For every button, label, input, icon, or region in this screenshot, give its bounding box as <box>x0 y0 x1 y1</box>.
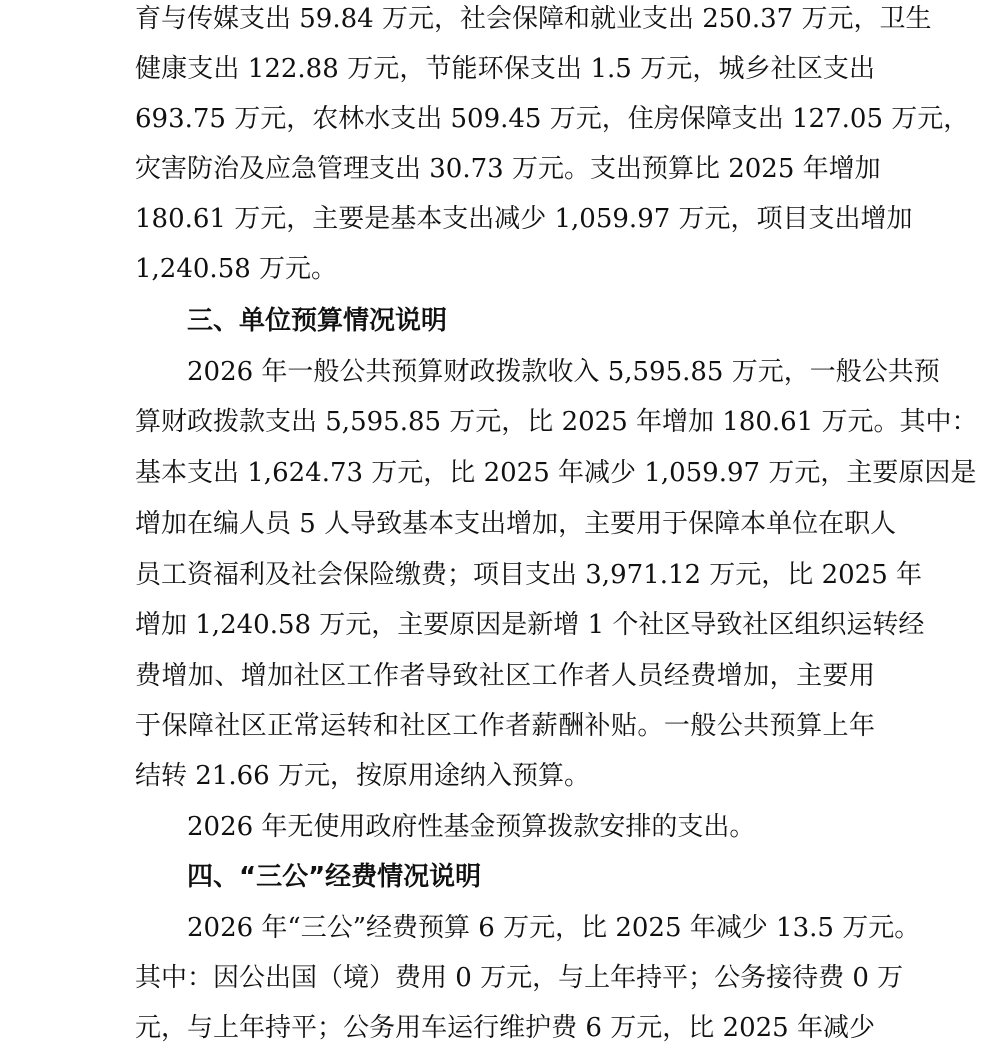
section-heading-3: 三、单位预算情况说明 <box>187 306 448 336</box>
body-text-line: 员工资福利及社会保险缴费；项目支出 3,971.12 万元，比 2025 年 <box>135 560 923 590</box>
body-text-line: 2026 年无使用政府性基金预算拨款安排的支出。 <box>187 812 756 842</box>
body-text-line: 2026 年“三公”经费预算 6 万元，比 2025 年减少 13.5 万元。 <box>187 913 921 943</box>
body-text-line: 2026 年一般公共预算财政拨款收入 5,595.85 万元，一般公共预 <box>187 357 940 387</box>
body-text-line: 其中：因公出国（境）费用 0 万元，与上年持平；公务接待费 0 万 <box>135 963 904 993</box>
body-text-line: 育与传媒支出 59.84 万元，社会保障和就业支出 250.37 万元，卫生 <box>135 4 932 34</box>
body-text-line: 基本支出 1,624.73 万元，比 2025 年减少 1,059.97 万元，主要原因是 <box>135 458 977 488</box>
body-text-line: 灾害防治及应急管理支出 30.73 万元。支出预算比 2025 年增加 <box>135 154 881 184</box>
body-text-line: 元，与上年持平；公务用车运行维护费 6 万元，比 2025 年减少 <box>135 1013 875 1043</box>
body-text-line: 健康支出 122.88 万元，节能环保支出 1.5 万元，城乡社区支出 <box>135 54 875 84</box>
body-text-line: 算财政拨款支出 5,595.85 万元，比 2025 年增加 180.61 万元。其中： <box>135 407 978 437</box>
section-heading-4: 四、“三公”经费情况说明 <box>187 862 482 892</box>
body-text-line: 增加 1,240.58 万元，主要原因是新增 1 个社区导致社区组织运转经 <box>135 610 925 640</box>
body-text-line: 180.61 万元，主要是基本支出减少 1,059.97 万元，项目支出增加 <box>135 204 913 234</box>
body-text-line: 结转 21.66 万元，按原用途纳入预算。 <box>135 761 590 791</box>
body-text-line: 增加在编人员 5 人导致基本支出增加，主要用于保障本单位在职人 <box>135 509 897 539</box>
body-text-line: 于保障社区正常运转和社区工作者薪酬补贴。一般公共预算上年 <box>135 711 875 741</box>
body-text-line: 693.75 万元，农林水支出 509.45 万元，住房保障支出 127.05 万元， <box>135 104 970 134</box>
body-text-line: 费增加、增加社区工作者导致社区工作者人员经费增加，主要用 <box>135 661 875 691</box>
body-text-line: 1,240.58 万元。 <box>135 254 338 284</box>
